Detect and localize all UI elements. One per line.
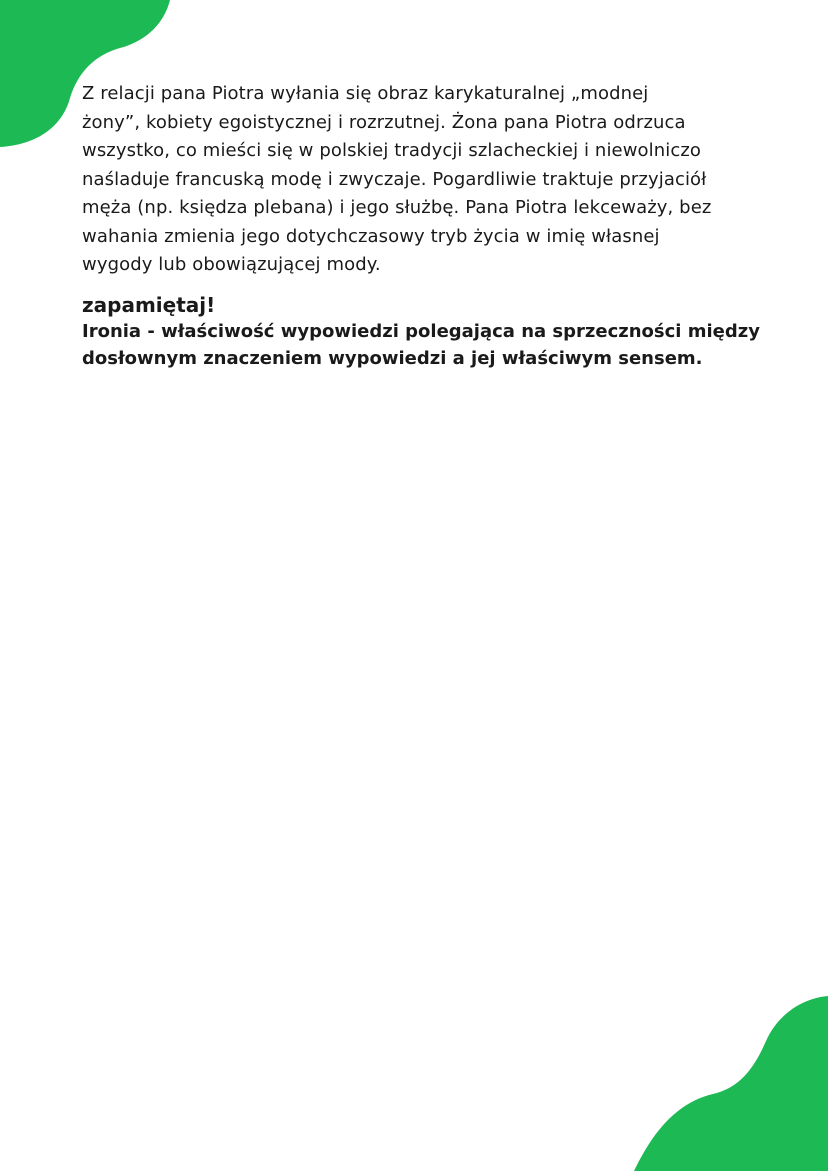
body-paragraph — [82, 80, 762, 280]
body-line: wszystko, co mieści się w polskiej tradycji szlacheckiej i niewolniczo — [82, 140, 702, 161]
definition-line: Ironia - właściwość wypowiedzi polegająca na sprzeczności między — [82, 321, 760, 342]
remember-heading: zapamiętaj! — [82, 293, 216, 317]
body-line: żony”, kobiety egoistycznej i rozrzutnej. Żona pana Piotra odrzuca — [82, 111, 686, 133]
decorative-green-blob-bottom-right — [628, 996, 828, 1171]
definition-line: dosłownym znaczeniem wypowiedzi a jej właściwym sensem. — [82, 348, 703, 369]
body-line: wygody lub obowiązującej mody. — [82, 254, 381, 275]
remember-note — [82, 292, 762, 372]
body-line: wahania zmienia jego dotychczasowy tryb życia w imię własnej — [82, 225, 660, 247]
body-line: Z relacji pana Piotra wyłania się obraz karykaturalnej „modnej — [82, 83, 649, 104]
body-line: męża (np. księdza plebana) i jego służbę. Pana Piotra lekceważy, bez — [82, 197, 712, 218]
body-line: naśladuje francuską modę i zwyczaje. Pogardliwie traktuje przyjaciół — [82, 168, 707, 190]
